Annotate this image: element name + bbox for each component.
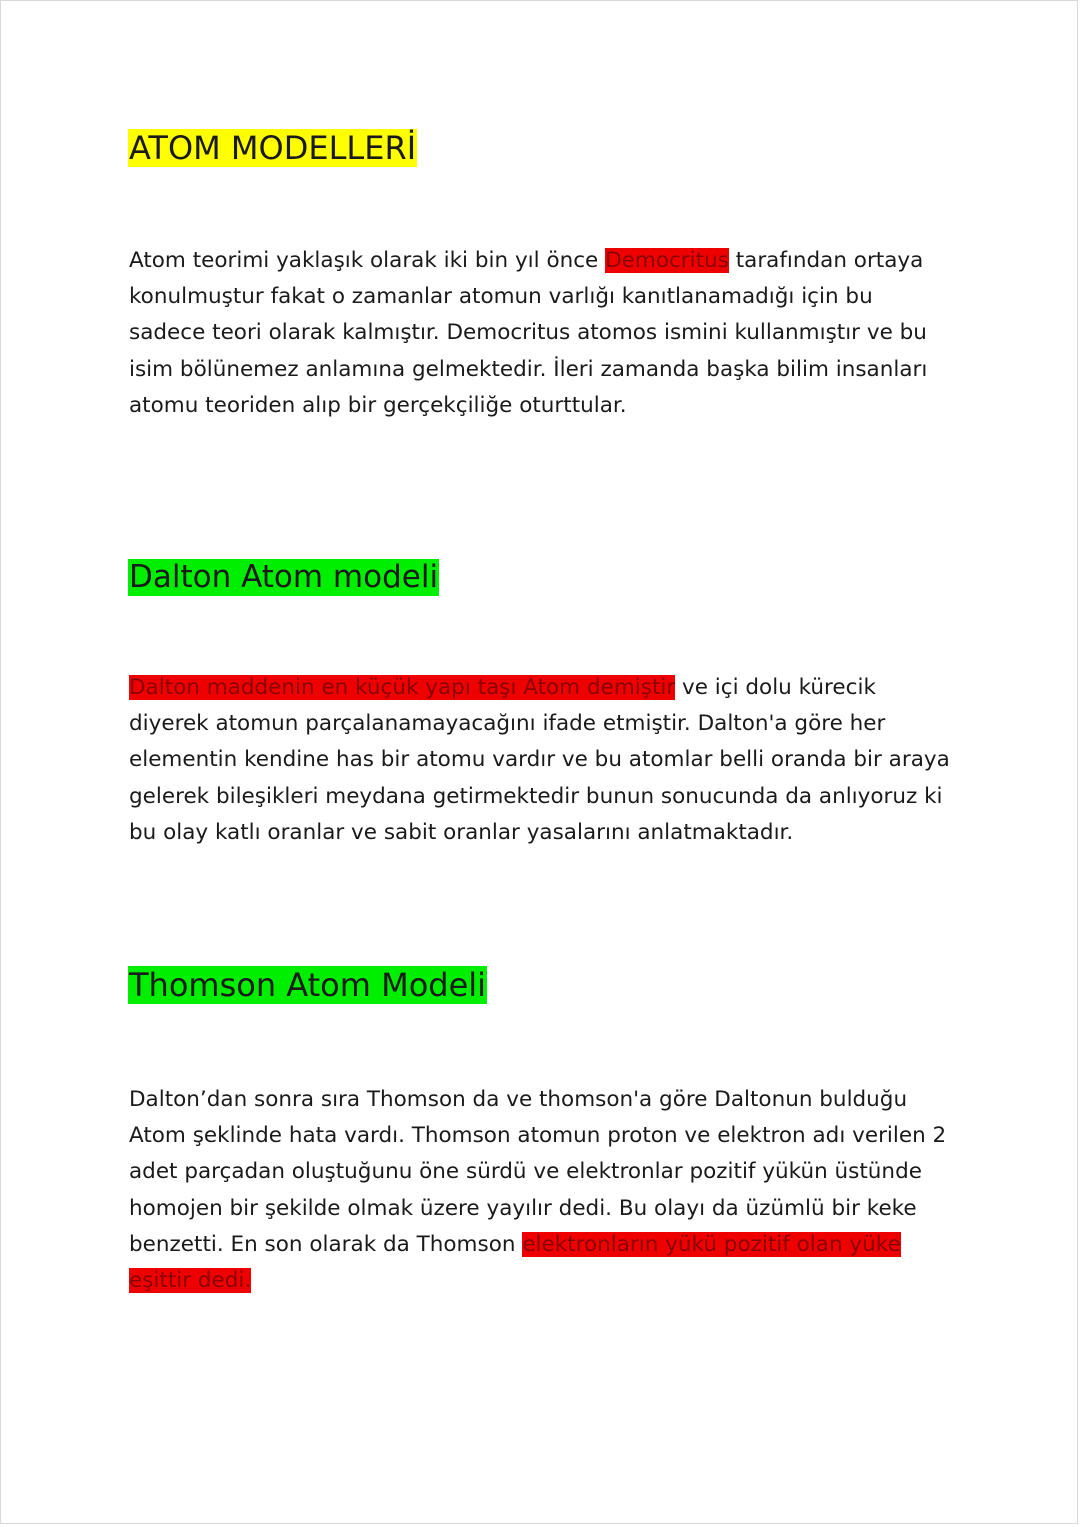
dalton-highlight: Dalton maddenin en küçük yapı taşı Atom demiştir: [129, 675, 676, 700]
dalton-line-4: gelerek bileşikleri meydana getirmektedir bunun sonucunda da anlıyoruz ki: [129, 783, 943, 809]
dalton-line-3: elementin kendine has bir atomu vardır ve bu atomlar belli oranda bir araya: [129, 747, 950, 773]
thomson-heading: Thomson Atom Modeli: [129, 966, 487, 1004]
thomson-line-5: [129, 1227, 959, 1263]
page-title: ATOM MODELLERİ: [129, 129, 417, 167]
dalton-line-2: diyerek atomun parçalanamayacağını ifade etmiştir. Dalton'a göre her: [129, 711, 886, 737]
intro-line-1: [129, 243, 959, 279]
intro-paragraph: [129, 243, 959, 424]
dalton-line-1-text: ve içi dolu kürecik: [675, 675, 876, 700]
intro-line-1-text-b: tarafından ortaya: [728, 248, 924, 273]
intro-line-3: sadece teori olarak kalmıştır. Democritus atomos ismini kullanmıştır ve bu: [129, 320, 927, 346]
thomson-line-3: adet parçadan oluştuğunu öne sürdü ve elektronlar pozitif yükün üstünde: [129, 1159, 922, 1185]
intro-line-1-text-a: Atom teorimi yaklaşık olarak iki bin yıl önce: [129, 248, 606, 273]
intro-line-4: isim bölünemez anlamına gelmektedir. İleri zamanda başka bilim insanları: [129, 356, 928, 382]
thomson-highlight-a: elektronların yükü pozitif olan yüke: [522, 1231, 901, 1257]
dalton-heading: Dalton Atom modeli: [129, 559, 439, 595]
thomson-line-2: Atom şeklinde hata vardı. Thomson atomun proton ve elektron adı verilen 2: [129, 1123, 947, 1149]
thomson-line-4: homojen bir şekilde olmak üzere yayılır dedi. Bu olayı da üzümlü bir keke: [129, 1195, 917, 1221]
intro-line-2: konulmuştur fakat o zamanlar atomun varlığı kanıtlanamadığı için bu: [129, 284, 873, 310]
democritus-highlight: Democritus: [605, 248, 729, 273]
intro-line-5: atomu teoriden alıp bir gerçekçiliğe oturttular.: [129, 392, 627, 418]
dalton-paragraph: [129, 670, 959, 851]
dalton-line-1: [129, 670, 959, 706]
thomson-line-1: Dalton’dan sonra sıra Thomson da ve thomson'a göre Daltonun bulduğu: [129, 1087, 908, 1112]
thomson-line-6: [129, 1263, 959, 1299]
dalton-line-5: bu olay katlı oranlar ve sabit oranlar yasalarını anlatmaktadır.: [129, 819, 794, 845]
thomson-line-5-text: benzetti. En son olarak da Thomson: [129, 1231, 523, 1257]
thomson-highlight-b: eşittir dedi.: [129, 1268, 252, 1294]
thomson-paragraph: [129, 1082, 959, 1299]
